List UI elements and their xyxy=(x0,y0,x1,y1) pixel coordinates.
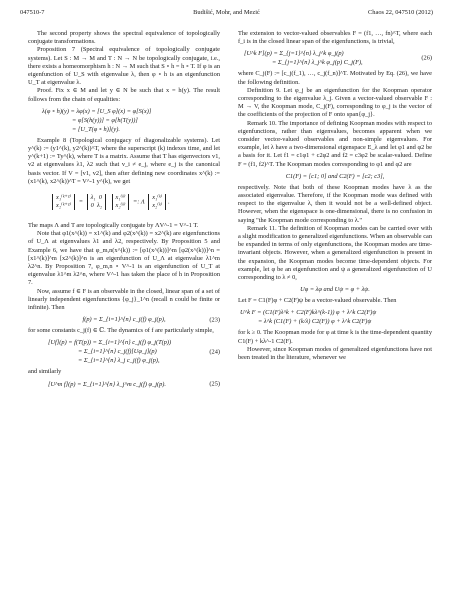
equation-25 xyxy=(28,380,220,389)
paragraph-extension: The extension to vector-valued observables F = (f1, …, fn)^T, where each f_i is in the closed linear span of the eigenfunctions, is trivial, xyxy=(238,30,432,46)
paragraph-maps: The maps Λ and T are topologically conjugate by ΛV^-1 = V^-1 T. xyxy=(28,222,199,230)
equation-23 xyxy=(28,315,220,324)
definition-9: Definition 9. Let φ_j be an eigenfunction for the Koopman operator corresponding to the eigenvalue λ_j. Given a vector-valued observable F : M → V, the Koopman mode, C_j(F), corresponding to φ_j is the vector of the coefficients of the projection of F onto span{φ_j}. xyxy=(238,86,432,119)
matrix-x-current-2: x₁⁽ᵏ⁾ x₂⁽ᵏ⁾ xyxy=(148,194,166,210)
paragraph-note: Note that φ1(x^(k)) = x1^(k) and φ2(x^(k)) = x2^(k) are eigenfunctions of U_Λ at eigenvalues λ1 and λ2, respectively. By Proposition 5 and Example 6, we have that φ_m,n(x^(k)) := [φ1(x^(k))]^m [φ2(x^(k))]^n = [x1^(k)]^m [x2^(k)]^n is an eigenfunction of U_Λ at eigenvalue λ1^m λ2^n. By Proposition 7, φ_m,n ∘ V^-1 is an eigenfunction of U_T at eigenvalue λ1^m λ2^n, where V^-1 has taken the place of h in Proposition 7. xyxy=(28,230,220,287)
page-id: 047510-7 xyxy=(20,9,45,16)
equation-24-line-3: = Σ_{i=1}^{n} λ_j c_j(f) φ_j(p), xyxy=(78,357,160,365)
paragraph-respectively: respectively. Note that both of these Koopman modes have λ as the associated eigenvalue. Therefore, if the Koopman mode was defined with respect to the eigenvalue λ, then it would not be a well-defined object. However, when the eigenspace is one-dimensional, there is no confusion in saying "the Koopman mode corresponding to λ." xyxy=(238,183,432,224)
paragraph-where: where C_j(F) := [c_j(f_1), …, c_j(f_n)]^T. Motivated by Eq. (26), we have the following definition. xyxy=(238,70,432,86)
remark-11: Remark 11. The definition of Koopman modes can be carried over with a slight modification to generalized eigenfunctions. When an observable can be expanded in terms of only eigenfunctions, the Koopman modes are time-invariant objects. However, when a generalized eigenfunction is present in the expansion, the Koopman modes become time-dependent objects. For example, let φ be an eigenfunction and ψ a generalized eigenfunction of U corresponding to λ ≠ 0, xyxy=(238,224,433,282)
equation-uk xyxy=(238,308,432,326)
equation-24 xyxy=(28,338,220,365)
paragraph-spectral-equivalence: The second property shows the spectral equivalence of topologically conjugate transformations. xyxy=(28,30,220,46)
equation-24-line-1: [Uf](p) = f(T(p)) = Σ_{i=1}^{n} c_j(f) φ_j(T(p)) xyxy=(48,339,172,347)
equation-26-line-2: = Σ_{j=1}^{n} λ_j^k φ_j(p) C_j(F), xyxy=(272,59,363,67)
equation-26-number: (26) xyxy=(421,54,432,62)
equation-generalized: Uφ = λφ and Uψ = φ + λψ. xyxy=(300,286,370,294)
equation-25-number: (25) xyxy=(209,380,220,388)
equation-23-number: (23) xyxy=(209,316,220,324)
paragraph-for-k: for k ≥ 0. The Koopman mode for φ at time k is the time-dependent quantity C1(F) + kλ^-1 C2(F). xyxy=(238,329,432,345)
equation-26-line-1: [U^k F](p) = Σ_{j=1}^{n} λ_j^k φ_j(p) xyxy=(244,50,344,58)
equation-uk-line-1: U^k F = (C1(F)λ^k + C2(F)kλ^(k-1)) φ + λ^k C2(F)ψ xyxy=(240,309,377,317)
equation-23-body: f(p) = Σ_{i=1}^{n} c_j(f) φ_j(p), xyxy=(82,316,166,324)
equation-chain-line-1: λ(φ ∘ h)(y) = λφ(x) = [U_S φ](x) = φ[S(x)] xyxy=(42,107,152,115)
journal-citation: Chaos 22, 047510 (2012) xyxy=(368,9,433,16)
equation-chain xyxy=(28,107,220,134)
running-header xyxy=(20,9,433,21)
example-8: Example 8 (Topological conjugacy of diagonalizable systems). Let y^(k) := (y1^(k), y2^(k))^T, where the superscript (k) indexes time, and let y^(k+1) := Ty^(k), where T is a matrix. Assume that T has eigenvectors v1, v2 at eigenvalues λ1, λ2 such that v_i ≠ e_j, where e_j is the canonical basis vector. If V = [v1, v2], then after defining new coordinates x^(k) := (x1^(k), x2^(k))^T = V^-1 y^(k), we get xyxy=(28,136,220,185)
paragraph-however: However, since Koopman modes of generalized eigenfunctions have not been treated in the literature, whenever we xyxy=(238,345,432,362)
matrix-equation: x₁⁽ᵏ⁺¹⁾ x₂⁽ᵏ⁺¹⁾ = λ₁ 0 0 λ₂ x₁⁽ᵏ⁾ x₂⁽ᵏ⁾ =: Λ x₁⁽ᵏ⁾ x₂⁽ᵏ⁾. xyxy=(28,190,220,218)
matrix-lambda: λ₁ 0 0 λ₂ xyxy=(87,194,106,210)
equation-chain-line-3: = [U_T(φ ∘ h)](y). xyxy=(72,125,120,133)
proof-text: Proof. Fix x ∈ M and let y ∈ N be such that x = h(y). The result follows from the chain of equalities: xyxy=(28,87,220,103)
matrix-x-current: x₁⁽ᵏ⁾ x₂⁽ᵏ⁾ xyxy=(112,194,130,210)
right-column xyxy=(238,30,432,362)
paragraph-constants: for some constants c_j(f) ∈ ℂ. The dynamics of f are particularly simple, xyxy=(28,327,214,335)
paragraph-let: Let F = C1(F)φ + C2(F)ψ be a vector-valued observable. Then xyxy=(238,297,397,305)
left-column xyxy=(28,30,220,392)
paragraph-similarly: and similarly xyxy=(28,368,62,376)
equation-24-line-2: = Σ_{i=1}^{n} c_j(f)[Uφ_j](p) xyxy=(78,348,157,356)
equation-24-number: (24) xyxy=(209,348,220,356)
equation-uk-line-2: = λ^k (C1(F) + (k/λ) C2(F)) φ + λ^k C2(F)ψ xyxy=(258,318,372,326)
equation-25-body: [U^m f](p) = Σ_{i=1}^{n} λ_j^m c_j(f) φ_j(p). xyxy=(48,380,166,388)
paragraph-now: Now, assume f ∈ F is an observable in the closed, linear span of a set of linearly independent eigenfunctions {φ_j}_1^n (recall n could be finite or infinite). Then xyxy=(28,287,220,312)
remark-10: Remark 10. The importance of defining Koopman modes with respect to eigenfunctions, rather than eigenvalues, becomes apparent when we consider vector-valued observables and non-simple eigenvalues. For example, let λ have a two-dimensional eigenspace E_λ and let φ1 and φ2 be a basis for it. Let f1 = c1φ1 + c2φ2 and f2 = c3φ2 be scalar-valued. Define F = (f1, f2)^T. The Koopman modes corresponding to φ1 and φ2 are xyxy=(238,119,432,168)
proposition-7: Proposition 7 (Spectral equivalence of topologically conjugate systems). Let S : M → M and T : N → N be topologically conjugate, i.e., there exists a homeomorphism h : N → M such that S ∘ h = h ∘ T. If φ is an eigenfunction of U_S with eigenvalue λ, then φ ∘ h is an eigenfunction U_T at eigenvalue λ. xyxy=(28,46,220,87)
matrix-x-next: x₁⁽ᵏ⁺¹⁾ x₂⁽ᵏ⁺¹⁾ xyxy=(52,194,75,210)
authors: Budišić, Mohr, and Mezić xyxy=(193,9,260,16)
equation-26 xyxy=(238,49,432,67)
equation-koopman-modes: C1(F) = [c1; 0] and C2(F) = [c2; c3], xyxy=(285,172,385,180)
equation-chain-line-2: = φ[S(h(y))] = φ[h(T(y))] xyxy=(72,116,138,124)
